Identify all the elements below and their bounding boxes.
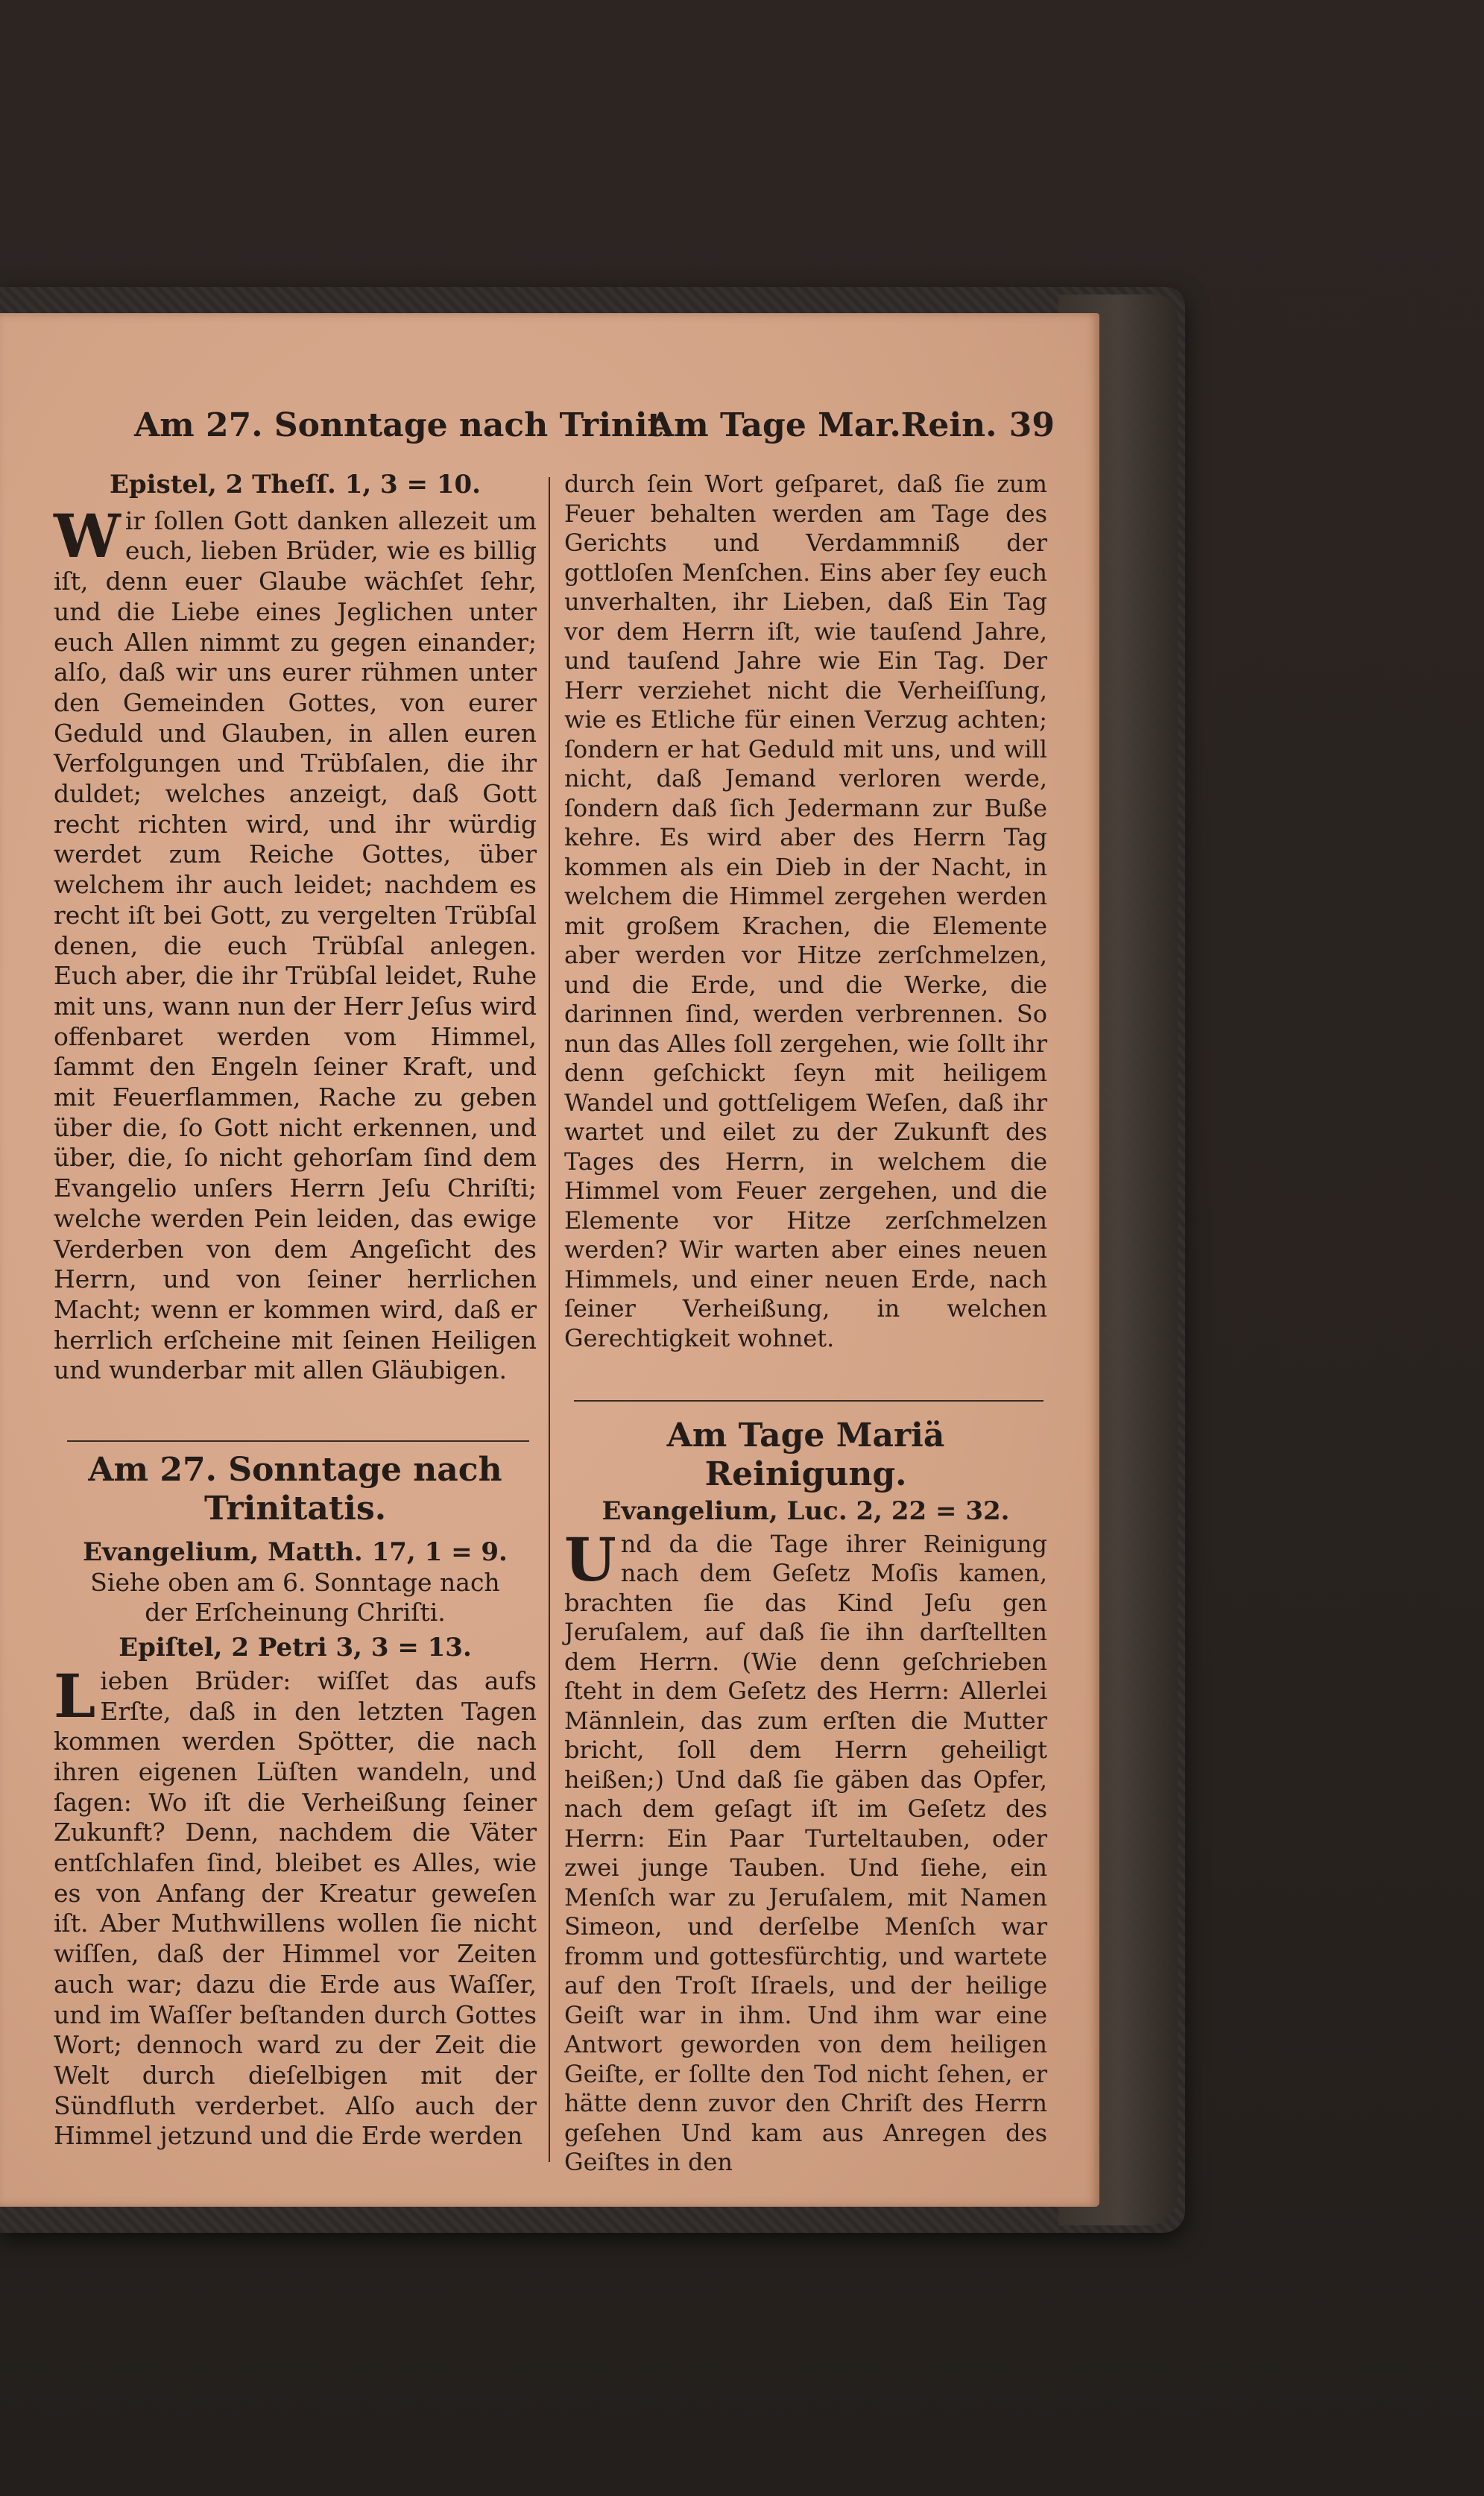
page-number: 39 — [1008, 406, 1055, 444]
section-title-right: Am Tage Mariä Reinigung. — [666, 1416, 945, 1493]
dropcap-w: W — [54, 500, 121, 571]
epistle-heading-1: Epistel, 2 Theſſ. 1, 3 = 10. — [109, 470, 481, 499]
gospel-heading-right: Evangelium, Luc. 2, 22 = 32. — [602, 1496, 1010, 1526]
epistle-heading-2: Epiſtel, 2 Petri 3, 3 = 13. — [119, 1633, 472, 1663]
gospel-text-right: nd da die Tage ihrer Reinigung nach dem Geſetz Moſis kamen, brachten ſie das Kind Jeſu gen Jeruſalem, auf daß ſie ihn darſtellten dem Herrn. (Wie denn geſchrieben ſteht in dem Geſetz des Herrn: Allerlei Männlein, das zum erſten die Mutter bricht, ſoll dem Herrn geheiligt heißen;) Und daß ſie gäben das Opfer, nach dem geſagt iſt im Geſetz des Herrn: Ein Paar Turteltauben, oder zwei junge Tauben. Und ſiehe, ein Menſch war zu Jeruſalem, mit Namen Simeon, und derſelbe Menſch war fromm und gottesfürchtig, und wartete auf den Troſt Iſraels, und der heilige Geiſt war in ihm. Und ihm war eine Antwort geworden von dem heiligen Geiſte, er ſollte den Tod nicht ſehen, er hätte denn zuvor den Chriſt des Herrn geſehen Und kam aus Anregen des Geiſtes in den — [564, 1529, 1047, 2176]
section-title-left: Am 27. Sonntage nach Trinitatis. — [88, 1451, 502, 1528]
dropcap-u: U — [564, 1524, 616, 1595]
gospel-heading-left: Evangelium, Matth. 17, 1 = 9. — [83, 1537, 508, 1567]
left-divider-rule — [67, 1440, 529, 1442]
continuation-text: durch ſein Wort geſparet, daß ſie zum Feuer behalten werden am Tage des Gerichts und Verdammniß der gottloſen Menſchen. Eins aber ſey euch unverhalten, ihr Lieben, daß Ein Tag vor dem Herrn iſt, wie tauſend Jahre, und tauſend Jahre wie Ein Tag. Der Herr verziehet nicht die Verheiſſung, wie es Etliche für einen Verzug achten; ſondern er hat Geduld mit uns, und will nicht, daß Jemand verloren werde, ſondern daß ſich Jedermann zur Buße kehre. Es wird aber des Herrn Tag kommen als ein Dieb in der Nacht, in welchem die Himmel zergehen werden mit großem Krachen, die Elemente aber werden vor Hitze zerſchmelzen, und die Erde, und die Werke, die darinnen ſind, werden verbrennen. So nun das Alles ſoll zergehen, wie ſollt ihr denn geſchickt ſeyn mit heiligem Wandel und gottſeligem Weſen, daß ihr wartet und eilet zu der Zukunft des Tages des Herrn, in welchem die Himmel vom Feuer zergehen, und die Elemente vor Hitze zerſchmelzen werden? Wir warten aber eines neuen Himmels, und einer neuen Erde, nach ſeiner Verheißung, in welchen Gerechtigkeit wohnet. — [564, 470, 1047, 1352]
dropcap-l: L — [54, 1660, 96, 1731]
gospel-body-right — [564, 1524, 1047, 2178]
running-head-left: Am 27. Sonntage nach Trinit. — [134, 406, 675, 444]
epistle-body-2 — [54, 1660, 537, 2152]
left-column-bottom — [54, 1451, 537, 2177]
column-divider — [549, 477, 550, 2162]
right-divider-rule — [574, 1400, 1043, 1402]
gospel-note-left: Siehe oben am 6. Sonntage nach der Erſcheinung Chriſti. — [90, 1567, 500, 1627]
epistle-text-2: ieben Brüder: wiſſet das aufs Erſte, daß in den letzten Tagen kommen werden Spötter, die nach ihren eigenen Lüſten wandeln, und ſagen: Wo iſt die Verheißung ſeiner Zukunft? Denn, nachdem die Väter entſchlafen ſind, bleibet es Alles, wie es von Anfang der Kreatur geweſen iſt. Aber Muthwillens wollen ſie nicht wiſſen, daß der Himmel vor Zeiten auch war; dazu die Erde aus Waſſer, und im Waſſer beſtanden durch Gottes Wort; dennoch ward zu der Zeit die Welt durch dieſelbigen mit der Sündfluth verderbet. Alſo auch der Himmel jetzund und die Erde werden — [54, 1665, 537, 2151]
running-head-middle: Am Tage Mar.Rein. — [648, 406, 997, 444]
right-column-bottom — [564, 1416, 1047, 2177]
epistle-text-1: ir ſollen Gott danken allezeit um euch, lieben Brüder, wie es billig iſt, denn euer Glaube wächſet ſehr, und die Liebe eines Jeglichen unter euch Allen nimmt zu gegen einander; alſo, daß wir uns eurer rühmen unter den Gemeinden Gottes, von eurer Geduld und Glauben, in allen euren Verfolgungen und Trübſalen, die ihr duldet; welches anzeigt, daß Gott recht richten wird, und ihr würdig werdet zum Reiche Gottes, über welchem ihr auch leidet; nachdem es recht iſt bei Gott, zu vergelten Trübſal denen, die euch Trübſal anlegen. Euch aber, die ihr Trübſal leidet, Ruhe mit uns, wann nun der Herr Jeſus wird offenbaret werden vom Himmel, ſammt den Engeln ſeiner Kraft, und mit Feuerflammen, Rache zu geben über die, ſo Gott nicht erkennen, und über, die, ſo nicht gehorſam ſind dem Evangelio unſers Herrn Jeſu Chriſti; welche werden Pein leiden, das ewige Verderben von dem Angeſicht des Herrn, und von ſeiner herrlichen Macht; wenn er kommen wird, daß er herrlich erſcheine mit ſeinen Heiligen und wunderbar mit allen Gläubigen. — [54, 505, 537, 1385]
epistle-body-1 — [54, 500, 537, 1386]
left-column-top — [54, 470, 537, 1425]
right-column-top — [564, 470, 1047, 1394]
